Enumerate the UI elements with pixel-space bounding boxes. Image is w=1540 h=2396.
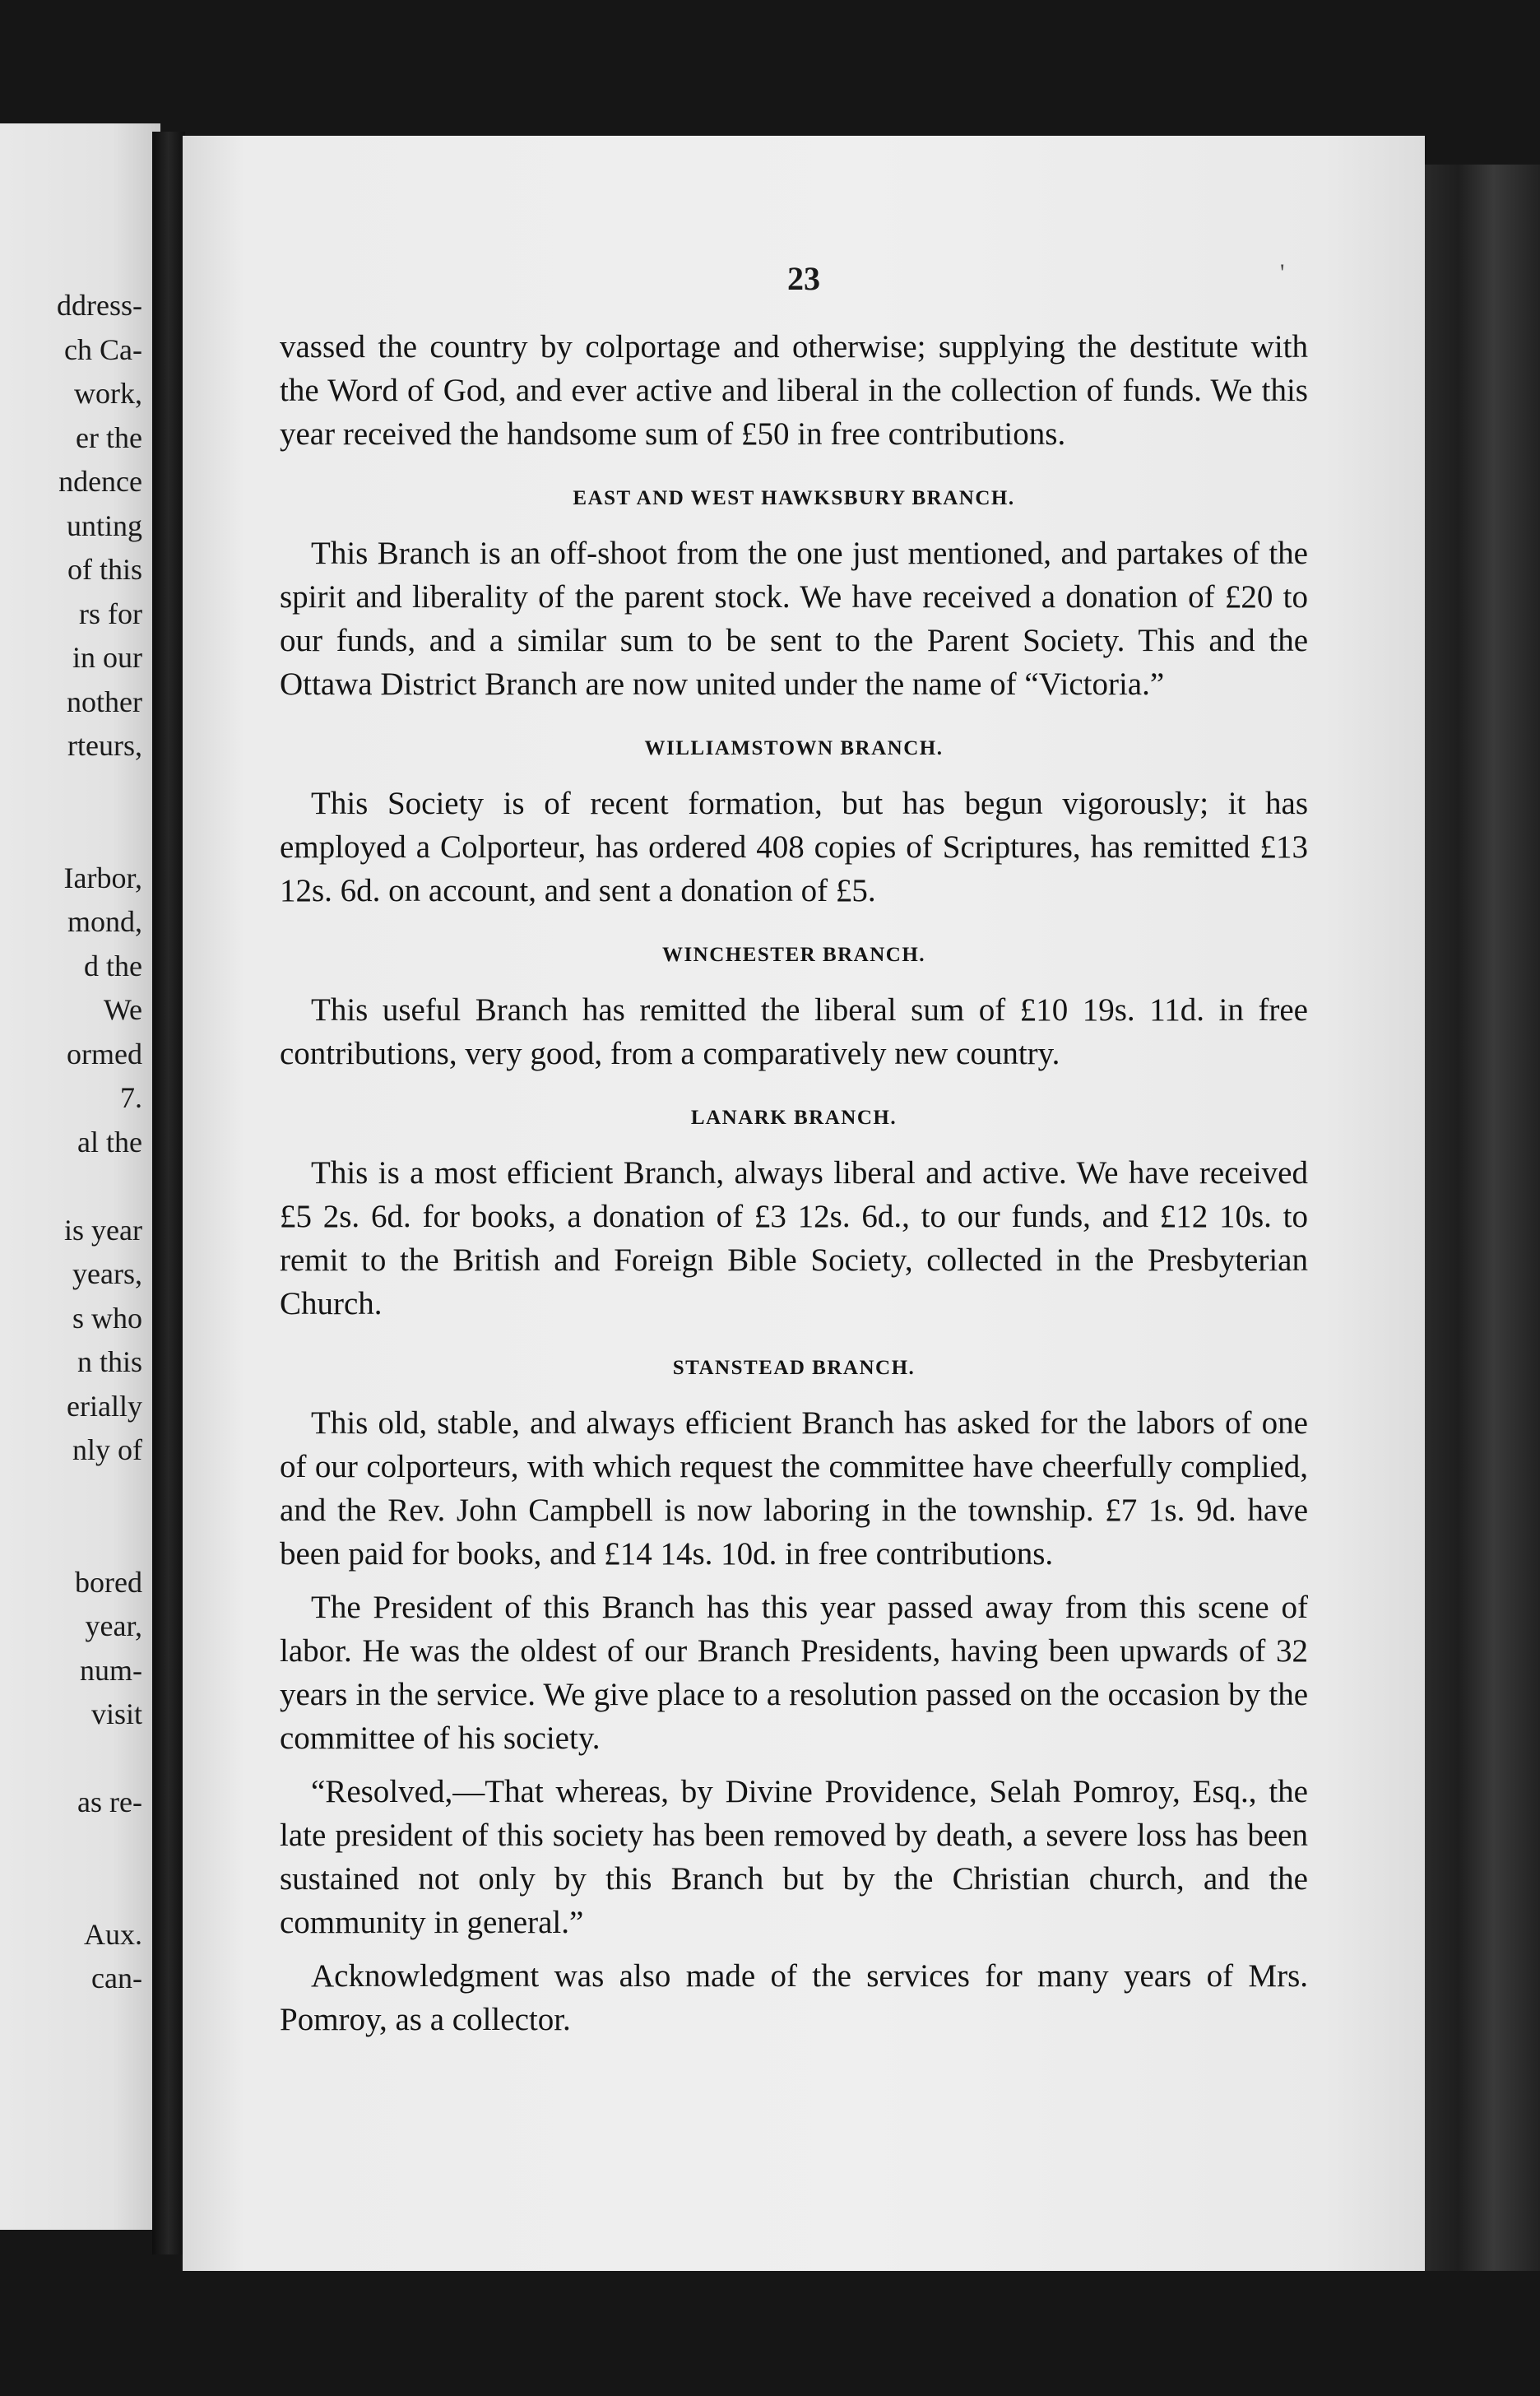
facing-page-line: year, [85,1609,142,1642]
facing-page-line: ch Ca- [64,332,142,366]
facing-page-line: n this [77,1345,142,1378]
facing-page-line: Iarbor, [63,861,142,894]
facing-page-line: as re- [77,1785,142,1818]
book-gutter [152,132,185,2254]
facing-page-line: is year [64,1213,142,1247]
facing-page-line: mond, [67,905,142,938]
paragraph: This is a most efficient Branch, always liberal and active. We have received £5 2s. 6d. for books, a donation of £3 12s. 6d., to our funds, and £12 10s. to remit to the British and Foreign Bible Society, collected in the Presbyterian Church. [280,1155,1308,1321]
facing-page-line: of this [67,553,142,586]
facing-page-line: ndence [58,465,142,498]
facing-page-line: 7. [120,1081,142,1114]
facing-page-line: rteurs, [67,729,142,762]
facing-page-line: work, [74,377,142,410]
paragraph: “Resolved,—That whereas, by Divine Providence, Selah Pomroy, Esq., the late president of this society has been removed by death, a severe loss has been sustained not only by this Branch but by the Christian church, and the community in general.” [280,1774,1308,1940]
facing-page-line: nother [67,685,142,718]
paragraph: vassed the country by colportage and otherwise; supplying the destitute with the Word of God, and ever active and liberal in the collection of funds. We this year received the handsome sum of £50 in free contributions. [280,329,1308,452]
facing-page-line: unting [66,508,142,542]
facing-page-line: erially [67,1389,142,1423]
section-heading: EAST AND WEST HAWKSBURY BRANCH. [573,487,1015,509]
section-heading: STANSTEAD BRANCH. [672,1357,916,1379]
page-number: 23 [787,260,820,297]
facing-page-line: nly of [72,1433,142,1466]
section-heading: WILLIAMSTOWN BRANCH. [644,737,944,759]
facing-page-line: years, [72,1257,142,1290]
facing-page-line: We [103,993,142,1026]
page-stack-edge [1423,165,1540,2271]
facing-page-line: ddress- [57,289,142,322]
facing-page-line: al the [77,1125,142,1159]
facing-page-line: in our [72,641,142,674]
paragraph: This Branch is an off-shoot from the one just mentioned, and partakes of the spirit and liberality of the parent stock. We have received a donation of £20 to our funds, and a similar sum to be sent to the Parent Society. This and the Ottawa District Branch are now united under the name of “Victoria.” [280,536,1308,702]
paragraph: The President of this Branch has this year passed away from this scene of labor. He was the oldest of our Branch Presidents, having been upwards of 32 years in the service. We give place to a resolution passed on the occasion by the committee of his society. [280,1590,1308,1756]
facing-page [0,123,160,2230]
stray-mark: ' [1280,259,1285,286]
paragraph: This old, stable, and always efficient Branch has asked for the labors of one of our colporteurs, with which request the committee have cheerfully complied, and the Rev. John Campbell is now laboring in the township. £7 1s. 9d. have been paid for books, and £14 14s. 10d. in free contributions. [280,1405,1308,1572]
facing-page-line: d the [84,949,142,982]
facing-page-line: er the [76,420,142,454]
paragraph: Acknowledgment was also made of the services for many years of Mrs. Pomroy, as a collector. [280,1958,1308,2037]
facing-page-line: ormed [67,1037,142,1070]
section-heading: LANARK BRANCH. [690,1107,898,1129]
facing-page-line: bored [75,1565,142,1599]
paragraph: This Society is of recent formation, but has begun vigorously; it has employed a Colporteur, has ordered 408 copies of Scriptures, has remitted £13 12s. 6d. on account, and sent a donation of £5. [280,786,1308,908]
facing-page-line: can- [91,1962,142,1994]
facing-page-line: visit [90,1697,142,1730]
facing-page-line: s who [72,1301,142,1335]
section-heading: WINCHESTER BRANCH. [661,944,926,966]
paragraph: This useful Branch has remitted the liberal sum of £10 19s. 11d. in free contributions, very good, from a comparatively new country. [280,992,1308,1071]
facing-page-line: Aux. [84,1917,142,1951]
page [183,136,1425,2271]
facing-page-line: rs for [79,597,142,630]
facing-page-line: num- [80,1653,142,1687]
page-body [280,325,1308,2041]
